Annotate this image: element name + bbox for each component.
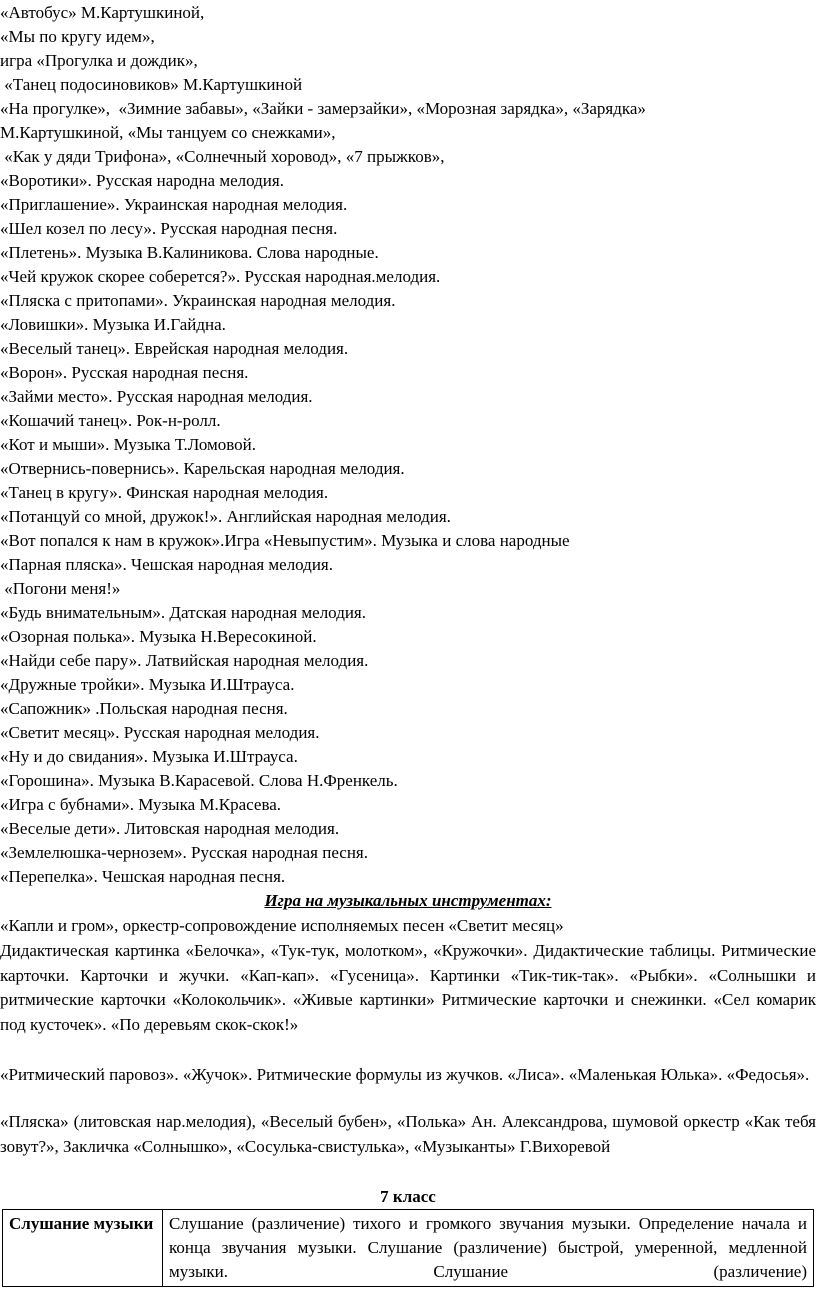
text-line: «Парная пляска». Чешская народная мелодия. (0, 555, 334, 574)
text-line: «На прогулке», «Зимние забавы», «Зайки - замерзайки», «Морозная зарядка», «Зарядка» (0, 99, 646, 118)
text-line: «Светит месяц». Русская народная мелодия. (0, 723, 320, 742)
text-line: М.Картушкиной, «Мы танцуем со снежками», (0, 123, 336, 142)
text-line: «Сапожник» .Польская народная песня. (0, 699, 288, 718)
text-line: «Погони меня!» (0, 579, 121, 598)
text-line: «Горошина». Музыка В.Карасевой. Слова Н.Френкель. (0, 771, 398, 790)
text-line: «Мы по кругу идем», (0, 27, 155, 46)
curriculum-table (2, 1209, 814, 1287)
paragraph-didactic: Дидактическая картинка «Белочка», «Тук-тук, молотком», «Кружочки». Дидактические таблицы. Ритмические карточки. Карточки и жучки. «Кап-кап». «Гусеница». Картинки «Тик-тик-так». «Рыбки». «Солнышки и ритмические карточки «Колокольчик». «Живые картинки» Ритмические карточки и снежинки. «Сел комарик под кусточек». «По деревьям скок-скок!» (0, 941, 816, 1034)
text-line: игра «Прогулка и дождик», (0, 51, 198, 70)
text-line: «Кот и мыши». Музыка Т.Ломовой. (0, 435, 257, 454)
text-line: «Кошачий танец». Рок-н-ролл. (0, 411, 221, 430)
text-line: «Отвернись-повернись». Карельская народная мелодия. (0, 459, 405, 478)
text-line: «Дружные тройки». Музыка И.Штрауса. (0, 675, 295, 694)
text-line: «Воротики». Русская народна мелодия. (0, 171, 284, 190)
text-line: «Вот попался к нам в кружок».Игра «Невыпустим». Музыка и слова народные (0, 531, 570, 550)
paragraph-rhythm: «Ритмический паровоз». «Жучок». Ритмические формулы из жучков. «Лиса». «Маленькая Юлька». «Федосья». (0, 1065, 810, 1084)
text-line: «Танец подосиновиков» М.Картушкиной (0, 75, 303, 94)
text-line: «Автобус» М.Картушкиной, (0, 3, 205, 22)
text-line: «Землелюшка-чернозем». Русская народная песня. (0, 843, 368, 862)
text-line: «Пляска с притопами». Украинская народная мелодия. (0, 291, 396, 310)
text-line: «Плетень». Музыка В.Калиникова. Слова народные. (0, 243, 379, 262)
section-heading: Игра на музыкальных инструментах: (264, 891, 552, 910)
instrument-line: «Капли и гром», оркестр-сопровождение исполняемых песен «Светит месяц» (0, 916, 564, 935)
table-row-text: Слушание (различение) тихого и громкого звучания музыки. Определение начала и конца звучания музыки. Слушание (различение) быстрой, умеренной, медленной музыки. Слушание (различение) (163, 1210, 814, 1287)
text-line: «Приглашение». Украинская народная мелодия. (0, 195, 348, 214)
text-line: «Займи место». Русская народная мелодия. (0, 387, 313, 406)
text-line: «Будь внимательным». Датская народная мелодия. (0, 603, 367, 622)
text-line: «Ну и до свидания». Музыка И.Штрауса. (0, 747, 298, 766)
text-line: «Шел козел по лесу». Русская народная песня. (0, 219, 338, 238)
table-row-header: Слушание музыки (3, 1210, 163, 1287)
text-line: «Озорная полька». Музыка Н.Вересокиной. (0, 627, 317, 646)
text-line: «Ловишки». Музыка И.Гайдна. (0, 315, 226, 334)
text-line: «Найди себе пару». Латвийская народная мелодия. (0, 651, 369, 670)
text-line: «Веселые дети». Литовская народная мелодия. (0, 819, 340, 838)
paragraph-orchestra: «Пляска» (литовская нар.мелодия), «Веселый бубен», «Полька» Ан. Александрова, шумовой оркестр «Как тебя зовут?», Закличка «Солнышко», «Сосулька-свистулька», «Музыканты» Г.Вихоревой (0, 1112, 816, 1156)
text-line: «Веселый танец». Еврейская народная мелодия. (0, 339, 349, 358)
table-row (3, 1210, 814, 1287)
text-line: «Чей кружок скорее соберется?». Русская народная.мелодия. (0, 267, 441, 286)
text-line: «Танец в кругу». Финская народная мелодия. (0, 483, 329, 502)
text-line: «Ворон». Русская народная песня. (0, 363, 249, 382)
text-line: «Потанцуй со мной, дружок!». Английская народная мелодия. (0, 507, 451, 526)
text-line: «Как у дяди Трифона», «Солнечный хоровод», «7 прыжков», (0, 147, 445, 166)
text-line: «Перепелка». Чешская народная песня. (0, 867, 286, 886)
text-line: «Игра с бубнами». Музыка М.Красева. (0, 795, 282, 814)
class-title: 7 класс (380, 1187, 436, 1206)
